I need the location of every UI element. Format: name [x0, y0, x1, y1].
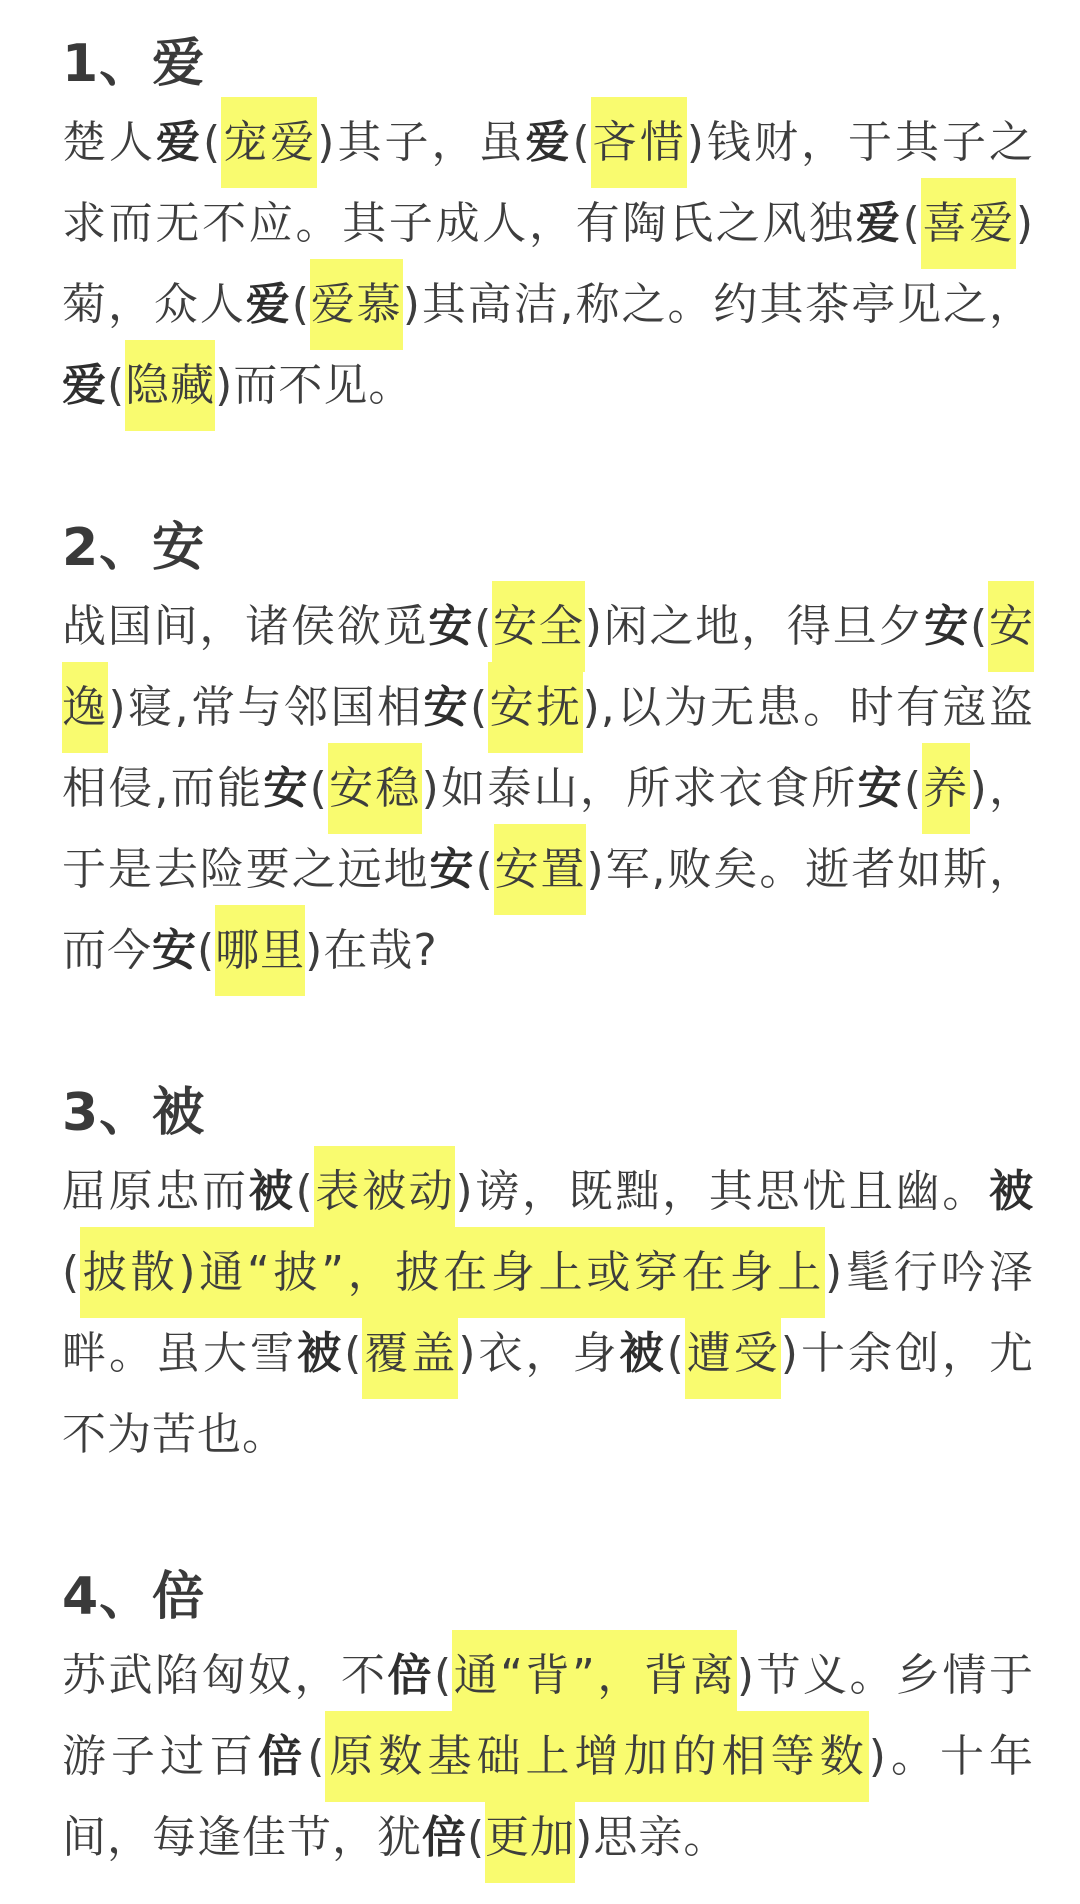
text-run: (: [475, 844, 494, 895]
highlighted-gloss: 覆盖: [362, 1308, 458, 1399]
keyword: 被: [248, 1166, 296, 1217]
section-heading: 4、倍: [62, 1567, 206, 1627]
highlighted-gloss: 披散)通“披”，披在身上或穿在身上: [80, 1227, 825, 1318]
highlighted-gloss: 遭受: [685, 1308, 781, 1399]
section-bei-passive: [62, 1075, 1034, 1475]
keyword: 安: [857, 763, 904, 814]
keyword: 安: [423, 682, 470, 733]
text-run: )谤，既黜，其思忧且幽。: [455, 1166, 990, 1217]
text-run: (: [307, 1731, 326, 1782]
text-run: (: [107, 360, 126, 411]
text-run: (: [203, 117, 222, 168]
highlighted-gloss: 喜爱: [921, 178, 1016, 269]
highlighted-gloss: 爱慕: [310, 259, 403, 350]
text-run: (: [970, 601, 989, 652]
keyword: 倍: [387, 1650, 435, 1701]
text-run: )军,败矣。逝者如斯，而今: [62, 844, 1035, 976]
highlighted-gloss: 安置: [494, 824, 587, 915]
section-ai: [62, 26, 1034, 426]
text-run: (: [295, 1166, 314, 1217]
text-run: (: [903, 763, 923, 814]
text-run: (: [469, 682, 489, 733]
keyword: 安: [152, 925, 197, 976]
text-run: (: [666, 1328, 685, 1379]
highlighted-gloss: 原数基础上增加的相等数: [325, 1711, 868, 1802]
section-heading: 1、爱: [62, 34, 206, 94]
text-run: (: [309, 763, 328, 814]
text-run: (: [344, 1328, 363, 1379]
highlighted-gloss: 通“背”，背离: [452, 1630, 737, 1721]
text-run: )在哉?: [305, 925, 438, 976]
text-run: )其高洁,称之。约其茶亭见之，: [402, 279, 1035, 330]
text-run: (: [197, 925, 216, 976]
keyword: 被: [297, 1328, 345, 1379]
text-run: )，于是去险要之远地: [62, 763, 1035, 895]
text-run: ) 菊，众人: [62, 198, 1035, 330]
keyword: 爱: [245, 279, 292, 330]
keyword: 爱: [156, 117, 204, 168]
text-run: 屈原忠而: [62, 1166, 249, 1217]
section-paragraph: [62, 586, 1034, 991]
highlighted-gloss: 表被动: [314, 1146, 456, 1237]
keyword: 爱: [62, 360, 107, 411]
text-run: 战国间，诸侯欲觅: [62, 601, 429, 652]
highlighted-gloss: 吝惜: [591, 97, 687, 188]
text-run: (: [62, 1247, 81, 1298]
keyword: 倍: [422, 1812, 467, 1863]
section-heading: 2、安: [62, 518, 206, 578]
text-run: )其子，虽: [317, 117, 526, 168]
highlighted-gloss: 安全: [492, 581, 584, 672]
text-run: )衣，身: [458, 1328, 620, 1379]
highlighted-gloss: 养: [922, 743, 970, 834]
highlighted-gloss: 宠爱: [221, 97, 317, 188]
keyword: 爱: [855, 198, 903, 249]
text-run: (: [434, 1650, 453, 1701]
highlighted-gloss: 哪里: [215, 905, 305, 996]
text-run: )如泰山，所求衣食所: [421, 763, 858, 814]
text-run: )思亲。: [575, 1812, 729, 1863]
highlighted-gloss: 安抚: [488, 662, 582, 753]
keyword: 倍: [258, 1731, 308, 1782]
text-run: )。十年间，每逢佳节，犹: [62, 1731, 1035, 1863]
keyword: 安: [924, 601, 971, 652]
text-run: )节义。乡情于游子过百: [62, 1650, 1035, 1782]
highlighted-gloss: 安逸: [62, 581, 1034, 753]
section-an: [62, 510, 1034, 991]
text-run: (: [902, 198, 921, 249]
section-paragraph: [62, 102, 1034, 426]
text-run: )而不见。: [215, 360, 414, 411]
keyword: 安: [263, 763, 310, 814]
text-run: 楚人: [62, 117, 157, 168]
text-run: )髦行吟泽畔。虽大雪: [62, 1247, 1034, 1379]
highlighted-gloss: 隐藏: [125, 340, 215, 431]
section-paragraph: [62, 1151, 1034, 1475]
text-run: (: [474, 601, 493, 652]
text-run: (: [291, 279, 310, 330]
text-run: (: [467, 1812, 486, 1863]
keyword: 被: [619, 1328, 667, 1379]
keyword: 安: [428, 601, 475, 652]
text-run: )十余创，尤不为苦也。: [62, 1328, 1035, 1460]
text-run: )寝,常与邻国相: [108, 682, 424, 733]
keyword: 被: [989, 1166, 1035, 1217]
text-run: )闲之地，得旦夕: [584, 601, 925, 652]
text-run: ),以为无患。时有寇盗相侵,而能: [62, 682, 1035, 814]
section-bei-double: [62, 1559, 1034, 1878]
text-run: 苏武陷匈奴，不: [62, 1650, 388, 1701]
keyword: 爱: [525, 117, 573, 168]
section-paragraph: [62, 1635, 1034, 1878]
highlighted-gloss: 更加: [485, 1792, 575, 1883]
highlighted-gloss: 安稳: [328, 743, 422, 834]
text-run: (: [572, 117, 591, 168]
text-run: )钱财，于其子之求而无不应。其子成人，有陶氏之风独: [62, 117, 1035, 249]
keyword: 安: [429, 844, 476, 895]
section-heading: 3、被: [62, 1083, 206, 1143]
